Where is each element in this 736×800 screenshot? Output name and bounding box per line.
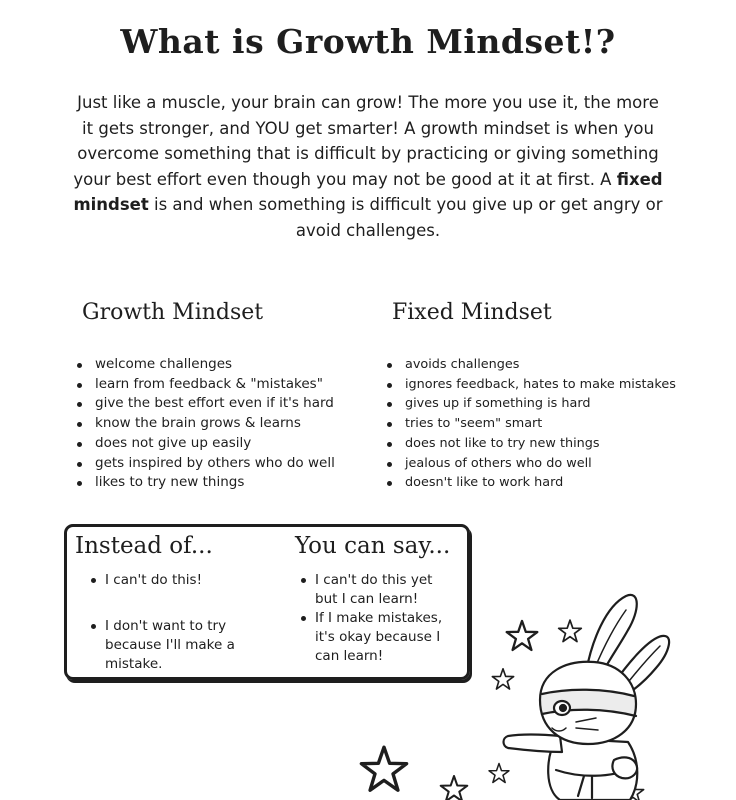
list-item: welcome challenges <box>77 355 335 375</box>
intro-text-2: is and when something is difficult you give up or get angry or avoid challenges. <box>148 195 663 240</box>
star-icon <box>507 621 538 650</box>
list-item: give the best effort even if it's hard <box>77 394 335 414</box>
list-item: I can't do this yet but I can learn! <box>301 571 451 609</box>
list-item: I can't do this! <box>91 571 241 590</box>
list-item: gets inspired by others who do well <box>77 454 335 474</box>
list-item: gives up if something is hard <box>387 394 676 414</box>
bunny-ninja-icon <box>504 595 670 800</box>
list-item: know the brain grows & learns <box>77 414 335 434</box>
star-icon <box>492 669 513 689</box>
list-item: does not like to try new things <box>387 434 676 454</box>
list-item: I don't want to try because I'll make a mistake. <box>91 617 241 674</box>
list-item: doesn't like to work hard <box>387 473 676 493</box>
list-item: does not give up easily <box>77 434 335 454</box>
fixed-mindset-heading: Fixed Mindset <box>392 300 552 325</box>
intro-bold-term: fixed mindset <box>73 169 663 214</box>
list-item: avoids challenges <box>387 355 676 375</box>
list-item: learn from feedback & "mistakes" <box>77 375 335 395</box>
star-icon <box>361 747 406 790</box>
page-title: What is Growth Mindset!? <box>120 22 616 61</box>
star-icon <box>441 776 468 800</box>
list-item: ignores feedback, hates to make mistakes <box>387 375 676 395</box>
intro-text-1: Just like a muscle, your brain can grow! The more you use it, the more it gets stronger, and YOU get smarter! A growth mindset is when you overcome something that is difficult by practicing or giving something your best effort even though you may not be good at it at first. A <box>73 93 659 189</box>
list-item: If I make mistakes, it's okay because I can learn! <box>301 609 451 666</box>
list-item: jealous of others who do well <box>387 454 676 474</box>
list-item: likes to try new things <box>77 473 335 493</box>
star-icon <box>559 620 582 642</box>
you-can-say-heading: You can say... <box>295 533 451 559</box>
instead-of-heading: Instead of... <box>75 533 213 559</box>
list-item: tries to "seem" smart <box>387 414 676 434</box>
star-icon <box>489 764 509 783</box>
growth-mindset-heading: Growth Mindset <box>82 300 264 325</box>
